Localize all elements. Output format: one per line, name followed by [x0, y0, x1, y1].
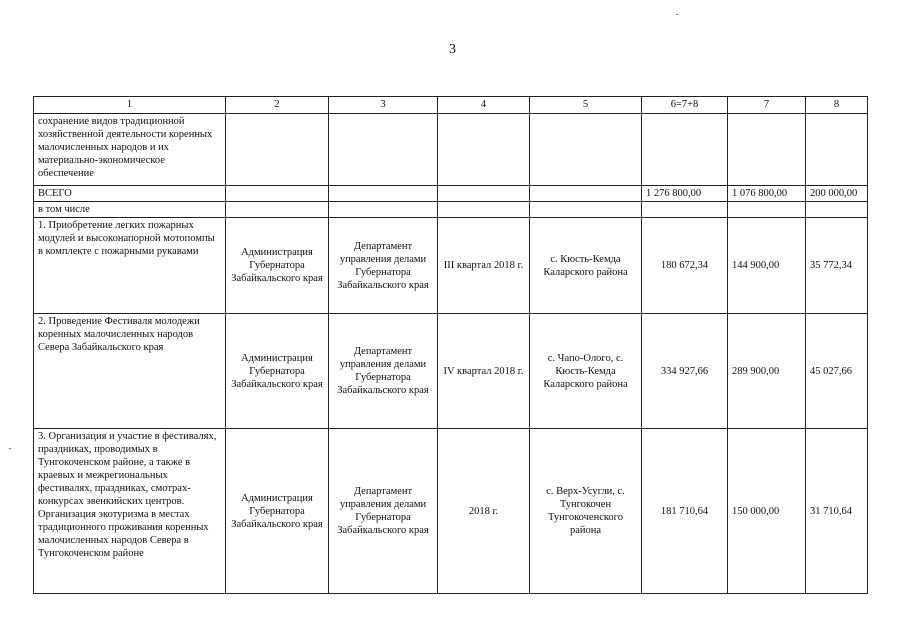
cell-empty — [728, 202, 806, 218]
column-header: 2 — [226, 97, 329, 114]
cell-period: III квартал 2018 г. — [438, 218, 530, 314]
continued-row — [34, 114, 868, 186]
cell-empty — [438, 114, 530, 186]
cell-empty — [329, 114, 438, 186]
column-header: 1 — [34, 97, 226, 114]
column-header: 7 — [728, 97, 806, 114]
cell-empty — [438, 186, 530, 202]
cell-place: с. Кюсть-Кемда Каларского района — [530, 218, 642, 314]
scan-speck — [676, 14, 678, 15]
total-label: ВСЕГО — [34, 186, 226, 202]
cell-executor: Департамент управления делами Губернатора Забайкальского края — [329, 218, 438, 314]
total-col7: 1 076 800,00 — [728, 186, 806, 202]
cell-col8: 35 772,34 — [806, 218, 868, 314]
cell-empty — [728, 114, 806, 186]
cell-organizer: Администрация Губернатора Забайкальского края — [226, 218, 329, 314]
cell-empty — [438, 202, 530, 218]
cell-empty — [530, 202, 642, 218]
cell-period: 2018 г. — [438, 429, 530, 594]
cell-organizer: Администрация Губернатора Забайкальского края — [226, 314, 329, 429]
cell-place: с. Верх-Усугли, с. Тунгокочен Тунгокоченского района — [530, 429, 642, 594]
cell-empty — [226, 186, 329, 202]
cell-empty — [226, 202, 329, 218]
cell-place: с. Чапо-Олого, с. Кюсть-Кемда Каларского района — [530, 314, 642, 429]
cell-col7: 150 000,00 — [728, 429, 806, 594]
cell-name: сохранение видов традиционной хозяйственной деятельности коренных малочисленных народов и их материально-экономическое обеспечение — [34, 114, 226, 186]
table-row — [34, 314, 868, 429]
budget-table — [33, 96, 868, 594]
cell-period: IV квартал 2018 г. — [438, 314, 530, 429]
cell-empty — [329, 186, 438, 202]
cell-col8: 31 710,64 — [806, 429, 868, 594]
including-label: в том числе — [34, 202, 226, 218]
cell-empty — [530, 186, 642, 202]
cell-col7: 144 900,00 — [728, 218, 806, 314]
total-row — [34, 186, 868, 202]
column-header: 3 — [329, 97, 438, 114]
cell-executor: Департамент управления делами Губернатора Забайкальского края — [329, 429, 438, 594]
cell-empty — [530, 114, 642, 186]
cell-executor: Департамент управления делами Губернатора Забайкальского края — [329, 314, 438, 429]
cell-total: 334 927,66 — [642, 314, 728, 429]
scan-speck — [9, 448, 11, 449]
cell-name: 3. Организация и участие в фестивалях, праздниках, проводимых в Тунгокоченском районе, а также в краевых и межрегиональных фестивалях, праздниках, смотрах-конкурсах эвенкийских центров. Организация экотуризма в местах традиционного проживания коренных малочисленных народов Севера в Тунгокоченском районе — [34, 429, 226, 594]
header-row — [34, 97, 868, 114]
cell-empty — [642, 114, 728, 186]
cell-col7: 289 900,00 — [728, 314, 806, 429]
cell-empty — [226, 114, 329, 186]
total-sum: 1 276 800,00 — [642, 186, 728, 202]
cell-empty — [806, 114, 868, 186]
total-col8: 200 000,00 — [806, 186, 868, 202]
column-header: 4 — [438, 97, 530, 114]
cell-total: 180 672,34 — [642, 218, 728, 314]
column-header: 8 — [806, 97, 868, 114]
page-number: 3 — [449, 42, 456, 57]
cell-organizer: Администрация Губернатора Забайкальского края — [226, 429, 329, 594]
cell-empty — [329, 202, 438, 218]
column-header: 6=7+8 — [642, 97, 728, 114]
cell-empty — [642, 202, 728, 218]
cell-total: 181 710,64 — [642, 429, 728, 594]
including-row — [34, 202, 868, 218]
cell-name: 2. Проведение Фестиваля молодежи коренных малочисленных народов Севера Забайкальского края — [34, 314, 226, 429]
table-row — [34, 429, 868, 594]
cell-col8: 45 027,66 — [806, 314, 868, 429]
table-row — [34, 218, 868, 314]
cell-name: 1. Приобретение легких пожарных модулей и высоконапорной мотопомпы в комплекте с пожарными рукавами — [34, 218, 226, 314]
column-header: 5 — [530, 97, 642, 114]
cell-empty — [806, 202, 868, 218]
